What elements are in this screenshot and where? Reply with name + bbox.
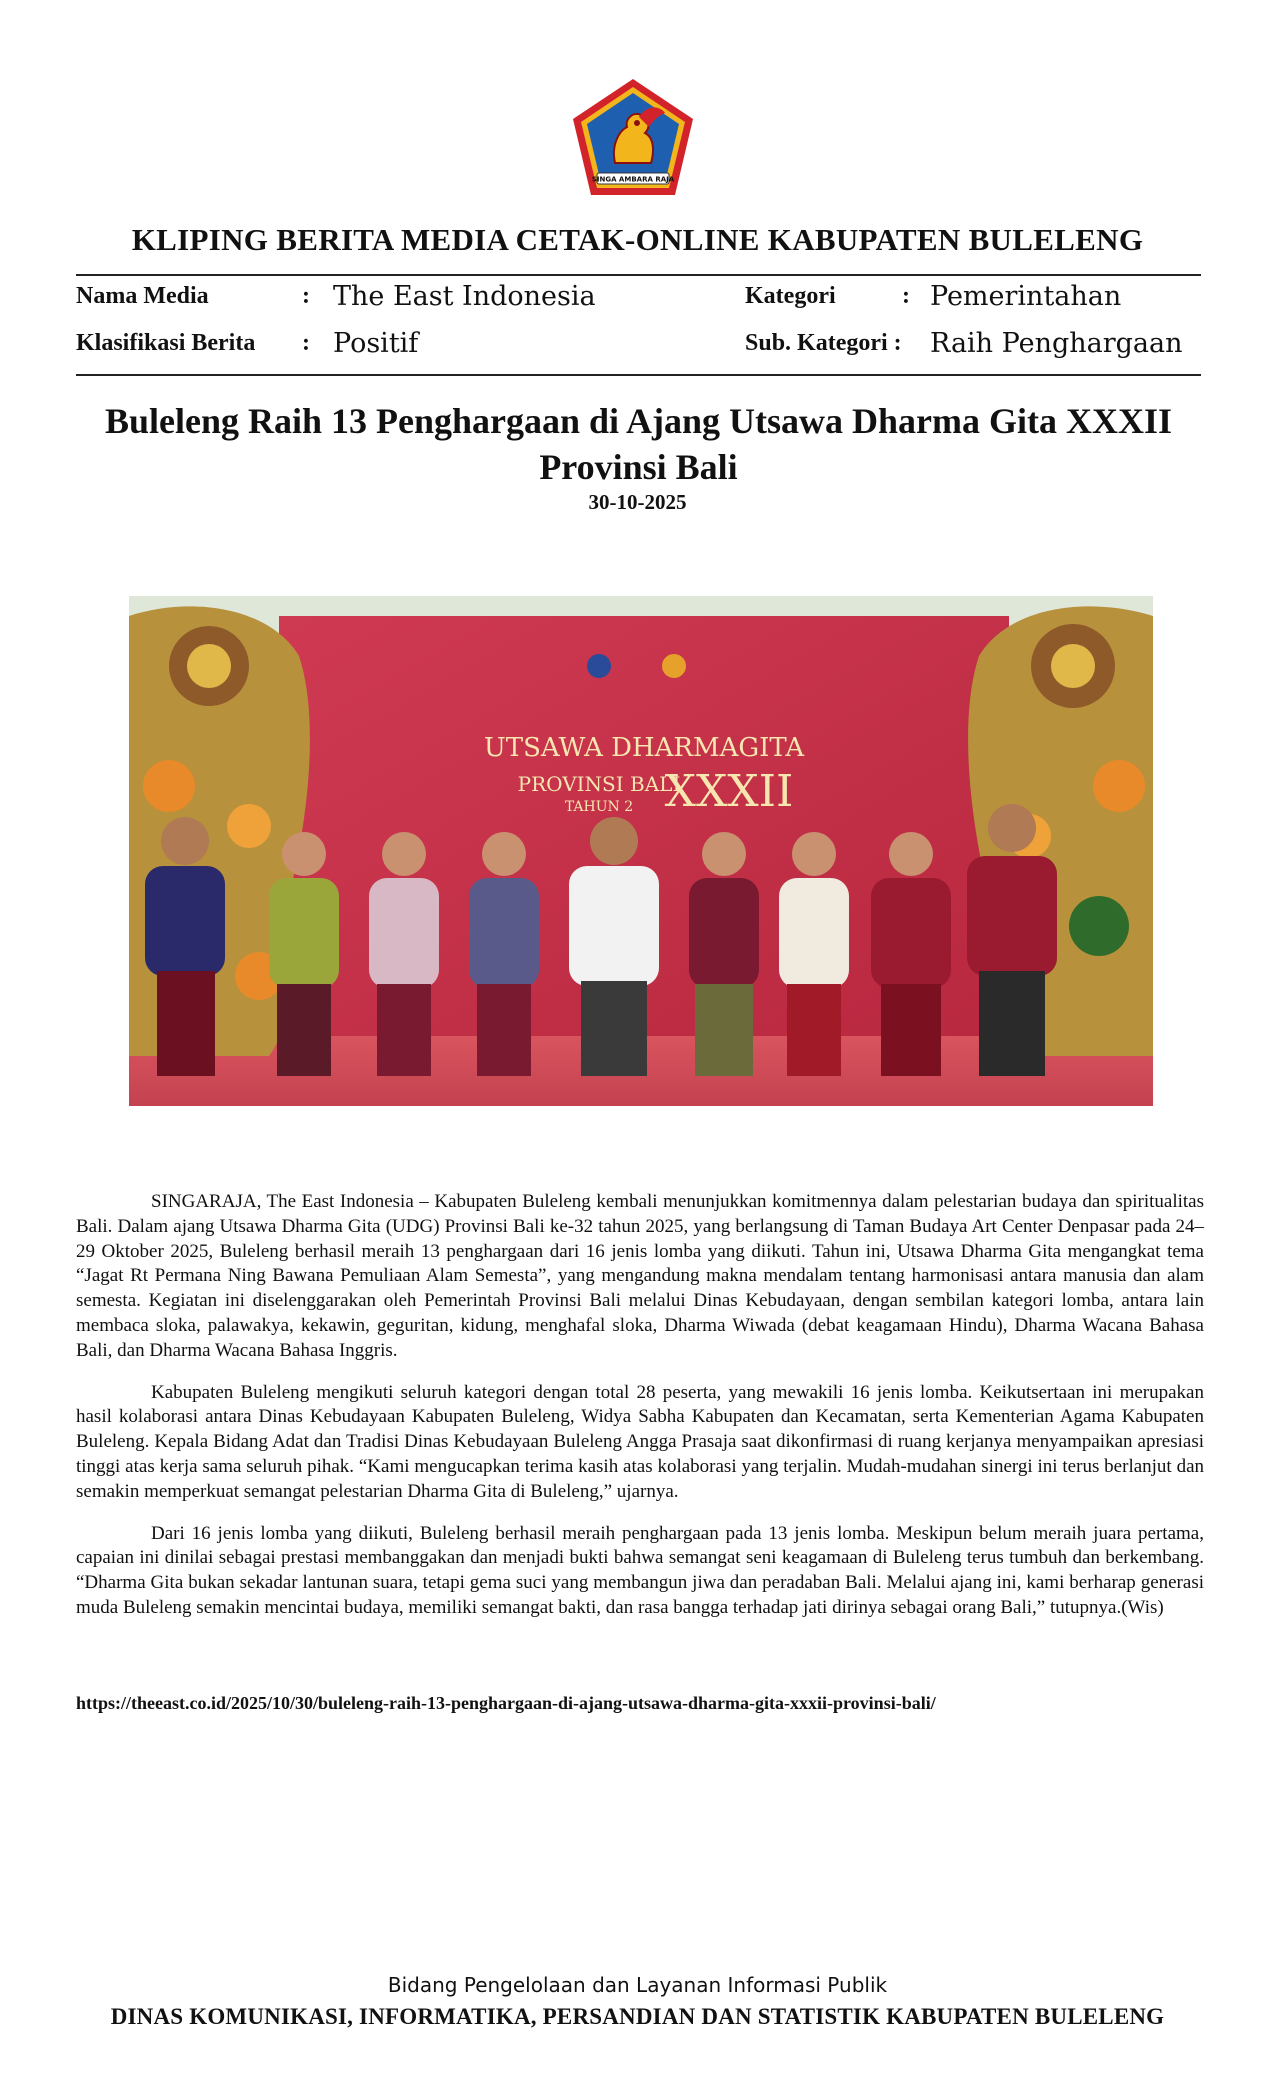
header-rule-top xyxy=(76,274,1201,276)
svg-text:UTSAWA DHARMAGITA: UTSAWA DHARMAGITA xyxy=(483,733,805,763)
article-headline: Buleleng Raih 13 Penghargaan di Ajang Utsawa Dharma Gita XXXII Provinsi Bali xyxy=(104,401,1173,487)
kategori-label: Kategori xyxy=(745,283,836,309)
source-url-link[interactable]: https://theeast.co.id/2025/10/30/buleleng-raih-13-penghargaan-di-ajang-utsawa-dharma-gita-xxxii-provinsi-bali/ xyxy=(76,1693,936,1713)
article-paragraph: Kabupaten Buleleng mengikuti seluruh kategori dengan total 28 peserta, yang mewakili 16 jenis lomba. Keikutsertaan ini merupakan hasil kolaborasi antara Dinas Kebudayaan Kabupaten Buleleng, Widya Sabha Kabupaten dan Kecamatan, serta Kementerian Agama Kabupaten Buleleng. Kepala Bidang Adat dan Tradisi Dinas Kebudayaan Buleleng Angga Prasaja saat dikonfirmasi di ruang kerjanya menyampaikan apresiasi tinggi atas kerja sama seluruh pihak. “Kami mengucapkan terima kasih atas kolaborasi yang terjalin. Mudah-mudahan sinergi ini terus berlanjut dan semakin memperkuat semangat pelestarian Dharma Gita di Buleleng,” ujarnya. xyxy=(76,1381,1204,1502)
svg-text:TAHUN 2: TAHUN 2 xyxy=(564,799,634,815)
footer-agency: DINAS KOMUNIKASI, INFORMATIKA, PERSANDIAN DAN STATISTIK KABUPATEN BULELENG xyxy=(110,2004,1165,2029)
media-label: Nama Media xyxy=(76,283,209,309)
article-paragraph: Dari 16 jenis lomba yang diikuti, Buleleng berhasil meraih penghargaan pada 13 jenis lomba. Meskipun belum meraih juara pertama, capaian ini dinilai sebagai prestasi membanggakan dan menjadi bukti bahwa semangat seni keagamaan di Buleleng terus tumbuh dan berkembang. “Dharma Gita bukan sekadar lantunan suara, tetapi gema suci yang membangun jiwa dan peradaban Bali. Melalui ajang ini, kami berharap generasi muda Buleleng semakin mencintai budaya, memiliki semangat bakti, dan rasa bangga terhadap jati dirinya sebagai orang Bali,” tutupnya.(Wis) xyxy=(76,1522,1204,1618)
header-rule-bottom xyxy=(76,374,1201,376)
klasifikasi-label: Klasifikasi Berita xyxy=(76,330,256,356)
klasifikasi-colon: : xyxy=(302,330,310,356)
article-body xyxy=(76,1190,1204,1638)
media-colon: : xyxy=(302,283,310,309)
kliping-title: KLIPING BERITA MEDIA CETAK-ONLINE KABUPATEN BULELENG xyxy=(131,222,1144,257)
kategori-value: Pemerintahan xyxy=(930,281,1122,312)
media-value: The East Indonesia xyxy=(333,281,596,312)
svg-text:PROVINSI BALI: PROVINSI BALI xyxy=(517,772,681,796)
kategori-colon: : xyxy=(902,283,910,309)
subkategori-value: Raih Penghargaan xyxy=(930,328,1183,359)
article-photo xyxy=(129,596,1153,1106)
kabupaten-buleleng-logo xyxy=(567,75,699,200)
footer-department: Bidang Pengelolaan dan Layanan Informasi Publik xyxy=(387,1973,888,1997)
svg-text:XXXII: XXXII xyxy=(664,766,794,817)
article-date: 30-10-2025 xyxy=(588,490,687,514)
svg-text:SINGA AMBARA RAJA: SINGA AMBARA RAJA xyxy=(591,175,675,184)
subkategori-label: Sub. Kategori : xyxy=(745,330,902,356)
klasifikasi-value: Positif xyxy=(333,328,419,359)
article-paragraph: SINGARAJA, The East Indonesia – Kabupaten Buleleng kembali menunjukkan komitmennya dalam pelestarian budaya dan spiritualitas Bali. Dalam ajang Utsawa Dharma Gita (UDG) Provinsi Bali ke-32 tahun 2025, yang berlangsung di Taman Budaya Art Center Denpasar pada 24–29 Oktober 2025, Buleleng berhasil meraih 13 penghargaan dari 16 jenis lomba yang diikuti. Tahun ini, Utsawa Dharma Gita mengangkat tema “Jagat Rt Permana Ning Bawana Pemuliaan Alam Semesta”, yang mengandung makna mendalam tentang harmonisasi antara manusia dan alam semesta. Kegiatan ini diselenggarakan oleh Pemerintah Provinsi Bali melalui Dinas Kebudayaan, dengan sembilan kategori lomba, antara lain membaca sloka, palawakya, kekawin, geguritan, kidung, menghafal sloka, Dharma Wiwada (debat keagamaan Hindu), Dharma Wacana Bahasa Bali, dan Dharma Wacana Bahasa Inggris. xyxy=(76,1191,1204,1361)
